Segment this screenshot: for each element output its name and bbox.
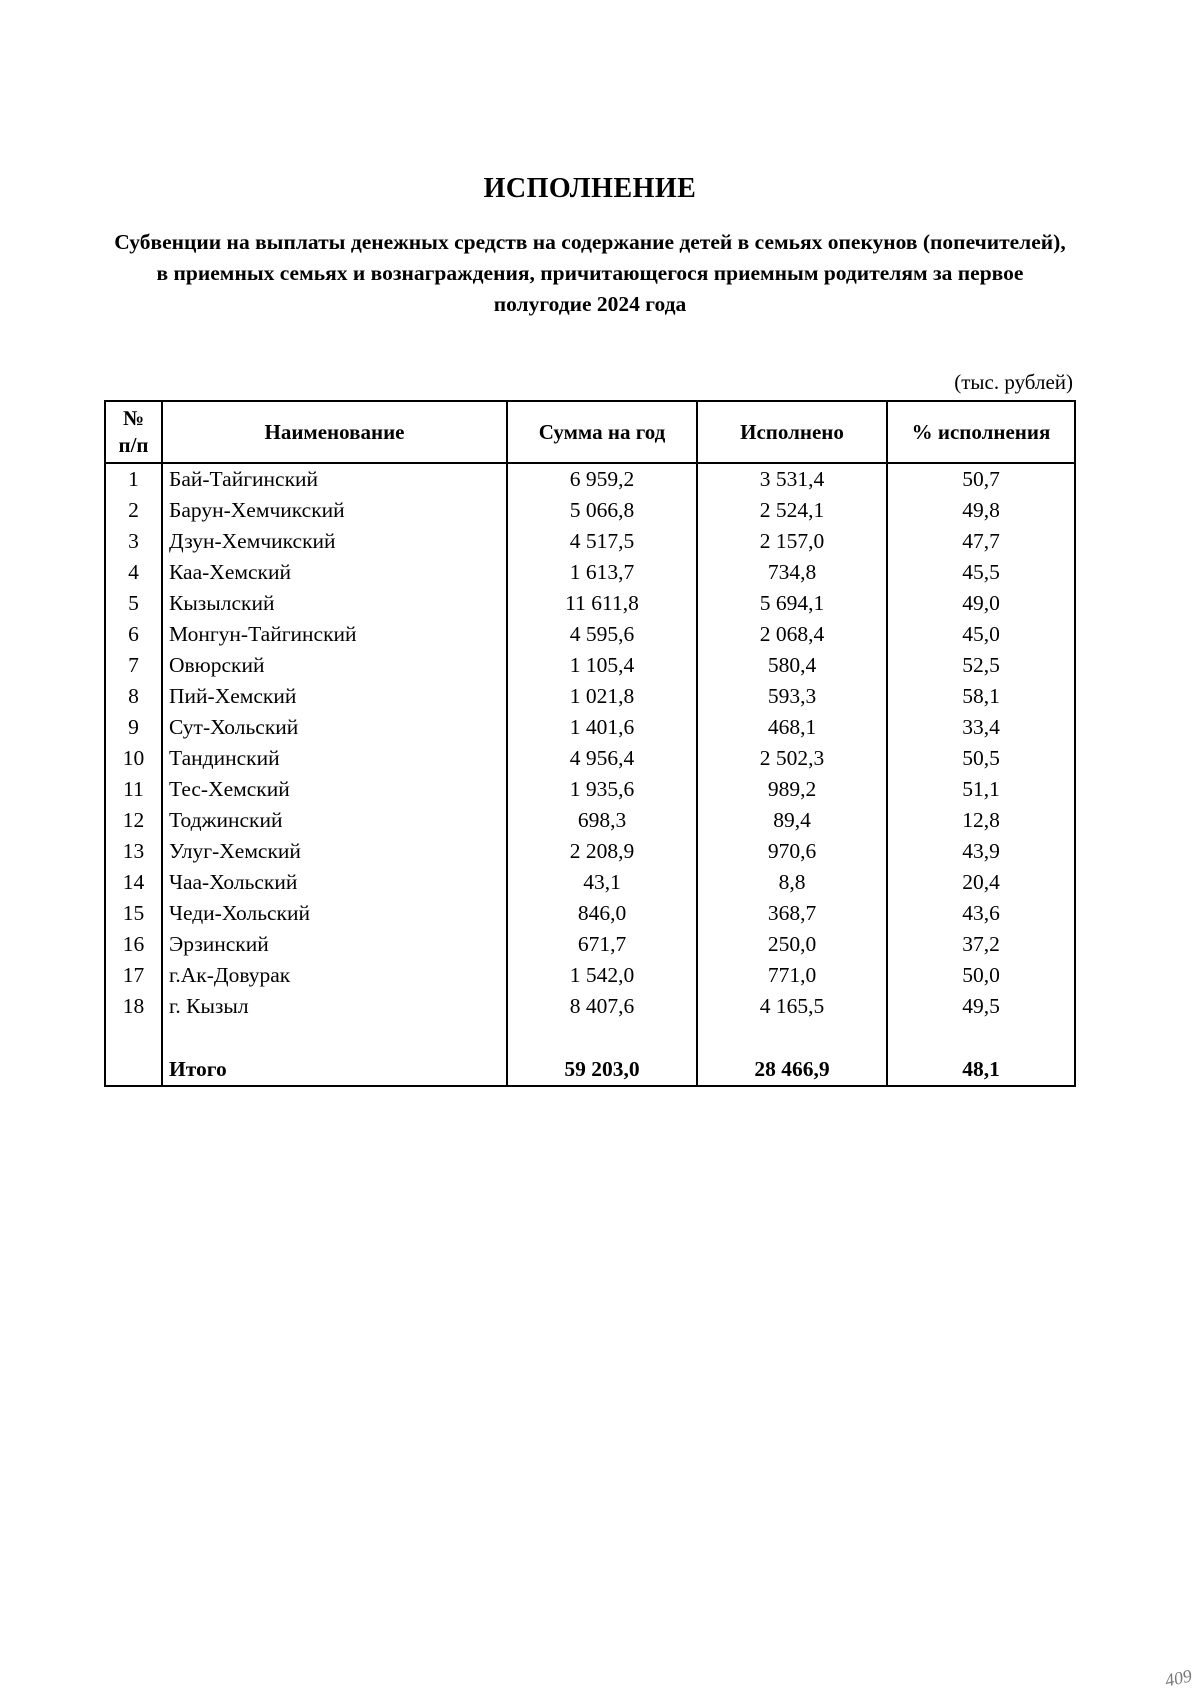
row-name: Пий-Хемский bbox=[162, 681, 507, 712]
row-annual-sum: 1 021,8 bbox=[507, 681, 697, 712]
row-name: Овюрский bbox=[162, 650, 507, 681]
total-executed: 28 466,9 bbox=[697, 1054, 887, 1086]
row-name: Дзун-Хемчикский bbox=[162, 526, 507, 557]
handwritten-page-number: 409 bbox=[1163, 1665, 1194, 1691]
row-executed: 4 165,5 bbox=[697, 991, 887, 1022]
row-number: 17 bbox=[105, 960, 162, 991]
row-name: Тес-Хемский bbox=[162, 774, 507, 805]
row-executed: 5 694,1 bbox=[697, 588, 887, 619]
units-note: (тыс. рублей) bbox=[954, 370, 1073, 394]
row-executed: 89,4 bbox=[697, 805, 887, 836]
row-executed: 970,6 bbox=[697, 836, 887, 867]
row-number: 8 bbox=[105, 681, 162, 712]
row-name: Чеди-Хольский bbox=[162, 898, 507, 929]
row-name: Кызылский bbox=[162, 588, 507, 619]
row-executed: 2 524,1 bbox=[697, 495, 887, 526]
row-executed: 989,2 bbox=[697, 774, 887, 805]
table-row bbox=[105, 991, 1075, 1022]
total-annual-sum: 59 203,0 bbox=[507, 1054, 697, 1086]
spacer-cell bbox=[887, 1022, 1075, 1054]
row-number: 5 bbox=[105, 588, 162, 619]
header-number-line1: № bbox=[122, 406, 145, 430]
row-annual-sum: 4 595,6 bbox=[507, 619, 697, 650]
page-subtitle: Субвенции на выплаты денежных средств на содержание детей в семьях опекунов (попечителей), в приемных семьях и вознаграждения, причитающегося приемным родителям за первое полугодие 2024 года bbox=[114, 230, 1066, 316]
row-executed: 250,0 bbox=[697, 929, 887, 960]
spacer-cell bbox=[105, 1022, 162, 1054]
header-executed: Исполнено bbox=[697, 401, 887, 463]
table-header-row bbox=[105, 401, 1075, 463]
row-name: Чаа-Хольский bbox=[162, 867, 507, 898]
row-execution-percent: 49,0 bbox=[887, 588, 1075, 619]
row-number: 7 bbox=[105, 650, 162, 681]
row-annual-sum: 698,3 bbox=[507, 805, 697, 836]
row-executed: 2 502,3 bbox=[697, 743, 887, 774]
row-annual-sum: 43,1 bbox=[507, 867, 697, 898]
row-annual-sum: 846,0 bbox=[507, 898, 697, 929]
row-name: Барун-Хемчикский bbox=[162, 495, 507, 526]
spacer-cell bbox=[697, 1022, 887, 1054]
row-name: Улуг-Хемский bbox=[162, 836, 507, 867]
row-executed: 734,8 bbox=[697, 557, 887, 588]
header-name: Наименование bbox=[162, 401, 507, 463]
row-name: Тоджинский bbox=[162, 805, 507, 836]
row-annual-sum: 2 208,9 bbox=[507, 836, 697, 867]
row-number: 6 bbox=[105, 619, 162, 650]
row-executed: 3 531,4 bbox=[697, 463, 887, 495]
row-execution-percent: 45,5 bbox=[887, 557, 1075, 588]
row-number: 15 bbox=[105, 898, 162, 929]
page-title: ИСПОЛНЕНИЕ bbox=[483, 173, 697, 204]
table-row bbox=[105, 650, 1075, 681]
row-executed: 468,1 bbox=[697, 712, 887, 743]
row-execution-percent: 50,5 bbox=[887, 743, 1075, 774]
table-row bbox=[105, 681, 1075, 712]
row-execution-percent: 51,1 bbox=[887, 774, 1075, 805]
row-number: 1 bbox=[105, 463, 162, 495]
table-row bbox=[105, 557, 1075, 588]
row-annual-sum: 11 611,8 bbox=[507, 588, 697, 619]
header-number-line2: п/п bbox=[118, 433, 149, 457]
row-annual-sum: 1 613,7 bbox=[507, 557, 697, 588]
row-name: Бай-Тайгинский bbox=[162, 463, 507, 495]
header-number bbox=[105, 401, 162, 463]
row-annual-sum: 6 959,2 bbox=[507, 463, 697, 495]
total-execution-percent: 48,1 bbox=[887, 1054, 1075, 1086]
total-label: Итого bbox=[162, 1054, 507, 1086]
row-annual-sum: 1 105,4 bbox=[507, 650, 697, 681]
table-row bbox=[105, 898, 1075, 929]
row-name: г. Кызыл bbox=[162, 991, 507, 1022]
row-annual-sum: 8 407,6 bbox=[507, 991, 697, 1022]
table-row bbox=[105, 588, 1075, 619]
row-execution-percent: 49,8 bbox=[887, 495, 1075, 526]
row-number: 12 bbox=[105, 805, 162, 836]
row-execution-percent: 50,7 bbox=[887, 463, 1075, 495]
row-number: 9 bbox=[105, 712, 162, 743]
row-annual-sum: 671,7 bbox=[507, 929, 697, 960]
row-annual-sum: 1 542,0 bbox=[507, 960, 697, 991]
row-executed: 368,7 bbox=[697, 898, 887, 929]
row-number: 14 bbox=[105, 867, 162, 898]
row-number: 13 bbox=[105, 836, 162, 867]
table-row bbox=[105, 805, 1075, 836]
row-execution-percent: 52,5 bbox=[887, 650, 1075, 681]
row-executed: 8,8 bbox=[697, 867, 887, 898]
row-execution-percent: 43,6 bbox=[887, 898, 1075, 929]
row-executed: 771,0 bbox=[697, 960, 887, 991]
table-body bbox=[105, 463, 1075, 1086]
row-number: 10 bbox=[105, 743, 162, 774]
total-number-cell bbox=[105, 1054, 162, 1086]
row-execution-percent: 47,7 bbox=[887, 526, 1075, 557]
row-executed: 2 157,0 bbox=[697, 526, 887, 557]
row-execution-percent: 49,5 bbox=[887, 991, 1075, 1022]
total-row bbox=[105, 1054, 1075, 1086]
row-annual-sum: 1 935,6 bbox=[507, 774, 697, 805]
row-name: г.Ак-Довурак bbox=[162, 960, 507, 991]
spacer-cell bbox=[162, 1022, 507, 1054]
header-annual-sum: Сумма на год bbox=[507, 401, 697, 463]
header-execution-percent: % исполнения bbox=[887, 401, 1075, 463]
row-name: Каа-Хемский bbox=[162, 557, 507, 588]
row-name: Эрзинский bbox=[162, 929, 507, 960]
table-row bbox=[105, 774, 1075, 805]
row-annual-sum: 1 401,6 bbox=[507, 712, 697, 743]
spacer-row bbox=[105, 1022, 1075, 1054]
row-execution-percent: 37,2 bbox=[887, 929, 1075, 960]
table-row bbox=[105, 526, 1075, 557]
row-execution-percent: 58,1 bbox=[887, 681, 1075, 712]
table-row bbox=[105, 836, 1075, 867]
row-executed: 593,3 bbox=[697, 681, 887, 712]
row-execution-percent: 33,4 bbox=[887, 712, 1075, 743]
table-row bbox=[105, 929, 1075, 960]
table-row bbox=[105, 960, 1075, 991]
row-execution-percent: 50,0 bbox=[887, 960, 1075, 991]
row-name: Тандинский bbox=[162, 743, 507, 774]
row-execution-percent: 20,4 bbox=[887, 867, 1075, 898]
table-row bbox=[105, 463, 1075, 495]
row-execution-percent: 45,0 bbox=[887, 619, 1075, 650]
table-row bbox=[105, 619, 1075, 650]
row-name: Монгун-Тайгинский bbox=[162, 619, 507, 650]
row-number: 18 bbox=[105, 991, 162, 1022]
table-row bbox=[105, 495, 1075, 526]
row-executed: 2 068,4 bbox=[697, 619, 887, 650]
execution-table bbox=[104, 400, 1076, 1087]
row-number: 11 bbox=[105, 774, 162, 805]
row-annual-sum: 4 956,4 bbox=[507, 743, 697, 774]
row-number: 2 bbox=[105, 495, 162, 526]
row-execution-percent: 12,8 bbox=[887, 805, 1075, 836]
row-name: Сут-Хольский bbox=[162, 712, 507, 743]
spacer-cell bbox=[507, 1022, 697, 1054]
row-number: 16 bbox=[105, 929, 162, 960]
row-executed: 580,4 bbox=[697, 650, 887, 681]
table-row bbox=[105, 712, 1075, 743]
row-annual-sum: 4 517,5 bbox=[507, 526, 697, 557]
row-number: 4 bbox=[105, 557, 162, 588]
row-number: 3 bbox=[105, 526, 162, 557]
row-annual-sum: 5 066,8 bbox=[507, 495, 697, 526]
table-row bbox=[105, 867, 1075, 898]
row-execution-percent: 43,9 bbox=[887, 836, 1075, 867]
table-row bbox=[105, 743, 1075, 774]
